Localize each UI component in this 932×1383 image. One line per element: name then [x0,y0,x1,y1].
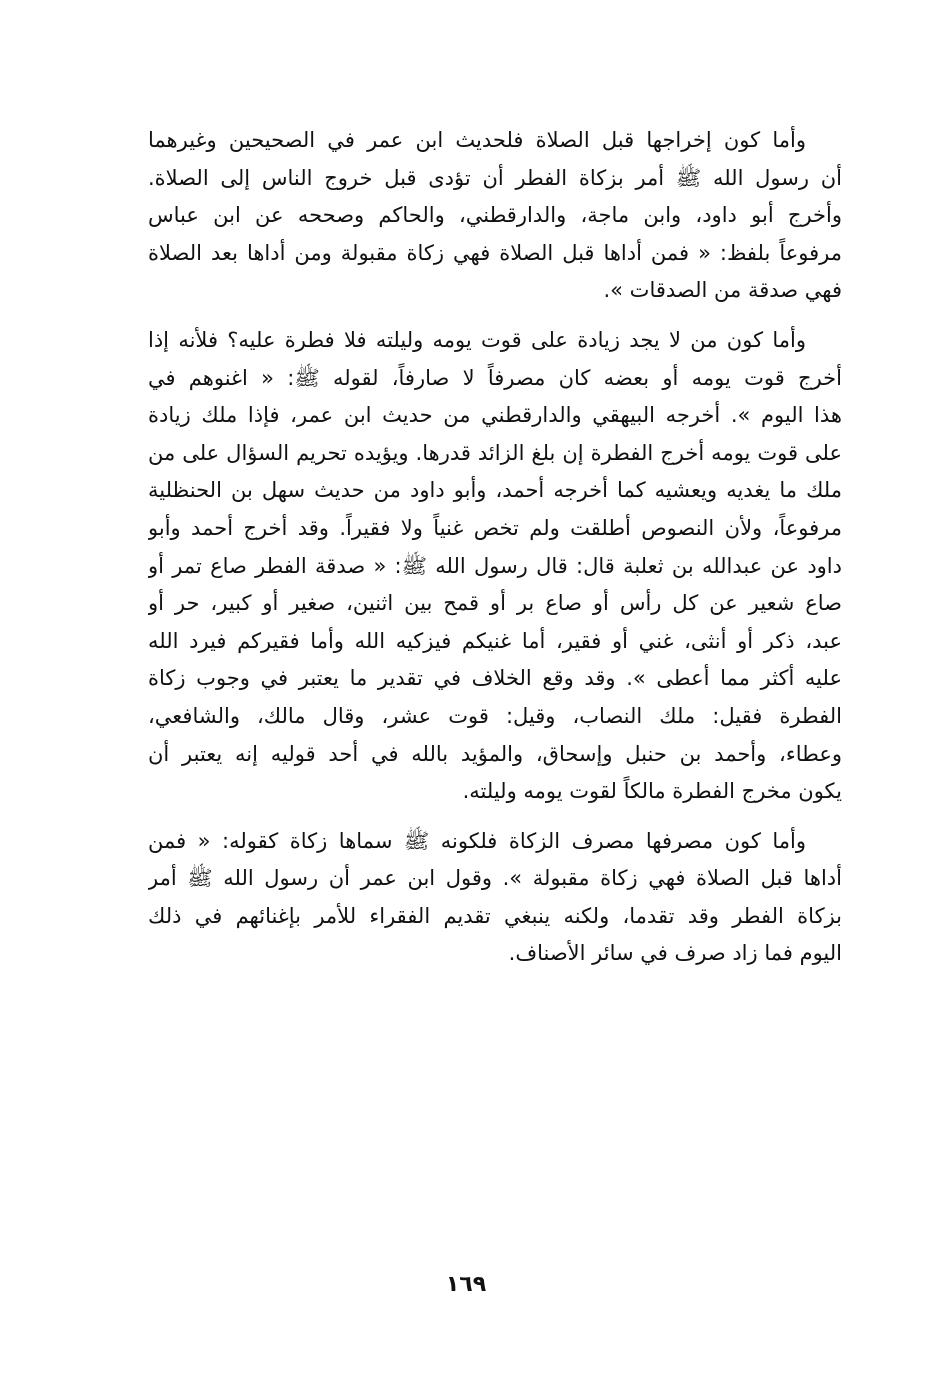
paragraph [148,823,842,973]
text-line: عبد، ذكر أو أنثى، غني أو فقير، أما غنيكم فيزكيه الله وأما فقيركم فيرد الله [148,628,842,653]
text-line: مرفوعاً، ولأن النصوص أطلقت ولم تخص غنياً ولا فقيراً. وقد أخرج أحمد وأبو [148,515,842,540]
body-text [148,122,842,985]
paragraph [148,322,842,811]
text-line: أخرج قوت يومه أو بعضه كان مصرفاً لا صارفاً، لقوله ﷺ: « اغنوهم في [148,365,842,390]
text-line: بزكاة الفطر وقد تقدما، ولكنه ينبغي تقديم الفقراء للأمر بإغنائهم في ذلك [148,903,842,928]
text-line: داود عن عبدالله بن ثعلبة قال: قال رسول الله ﷺ: « صدقة الفطر صاع تمر أو [148,553,842,578]
text-line: اليوم فما زاد صرف في سائر الأصناف. [508,941,842,966]
text-line: يكون مخرج الفطرة مالكاً لقوت يومه وليلته. [462,779,842,804]
text-line: وأما كون إخراجها قبل الصلاة فلحديث ابن عمر في الصحيحين وغيرهما [148,128,806,152]
text-line: صاع شعير عن كل رأس أو صاع بر أو قمح بين اثنين، صغير أو كبير، حر أو [148,591,842,616]
page-number: ١٦٩ [445,1272,487,1297]
paragraph [148,122,842,310]
text-line: وأما كون من لا يجد زيادة على قوت يومه وليلته فلا فطرة عليه؟ فلأنه إذا [148,327,806,352]
text-line: أداها قبل الصلاة فهي زكاة مقبولة ». وقول ابن عمر أن رسول الله ﷺ أمر [148,866,842,891]
text-line: أن رسول الله ﷺ أمر بزكاة الفطر أن تؤدى قبل خروج الناس إلى الصلاة. [148,165,842,190]
text-line: الفطرة فقيل: ملك النصاب، وقيل: قوت عشر، وقال مالك، والشافعي، [148,703,842,728]
text-line: ملك ما يغديه ويعشيه كما أخرجه أحمد، وأبو داود من حديث سهل بن الحنظلية [148,478,842,503]
text-line: على قوت يومه أخرج الفطرة إن بلغ الزائد قدرها. ويؤيده تحريم السؤال على من [148,440,842,465]
text-line: هذا اليوم ». أخرجه البيهقي والدارقطني من حديث ابن عمر، فإذا ملك زيادة [148,403,842,428]
text-line: وأخرج أبو داود، وابن ماجة، والدارقطني، والحاكم وصححه عن ابن عباس [148,203,842,228]
text-line: فهي صدقة من الصدقات ». [603,278,842,303]
text-line: عليه أكثر مما أعطى ». وقد وقع الخلاف في تقدير ما يعتبر في وجوب زكاة [148,666,842,691]
text-line: مرفوعاً بلفظ: « فمن أداها قبل الصلاة فهي زكاة مقبولة ومن أداها بعد الصلاة [148,240,842,265]
text-line: وأما كون مصرفها مصرف الزكاة فلكونه ﷺ سماها زكاة كقوله: « فمن [148,828,806,853]
text-line: وعطاء، وأحمد بن حنبل وإسحاق، والمؤيد بالله في أحد قوليه إنه يعتبر أن [148,741,842,766]
